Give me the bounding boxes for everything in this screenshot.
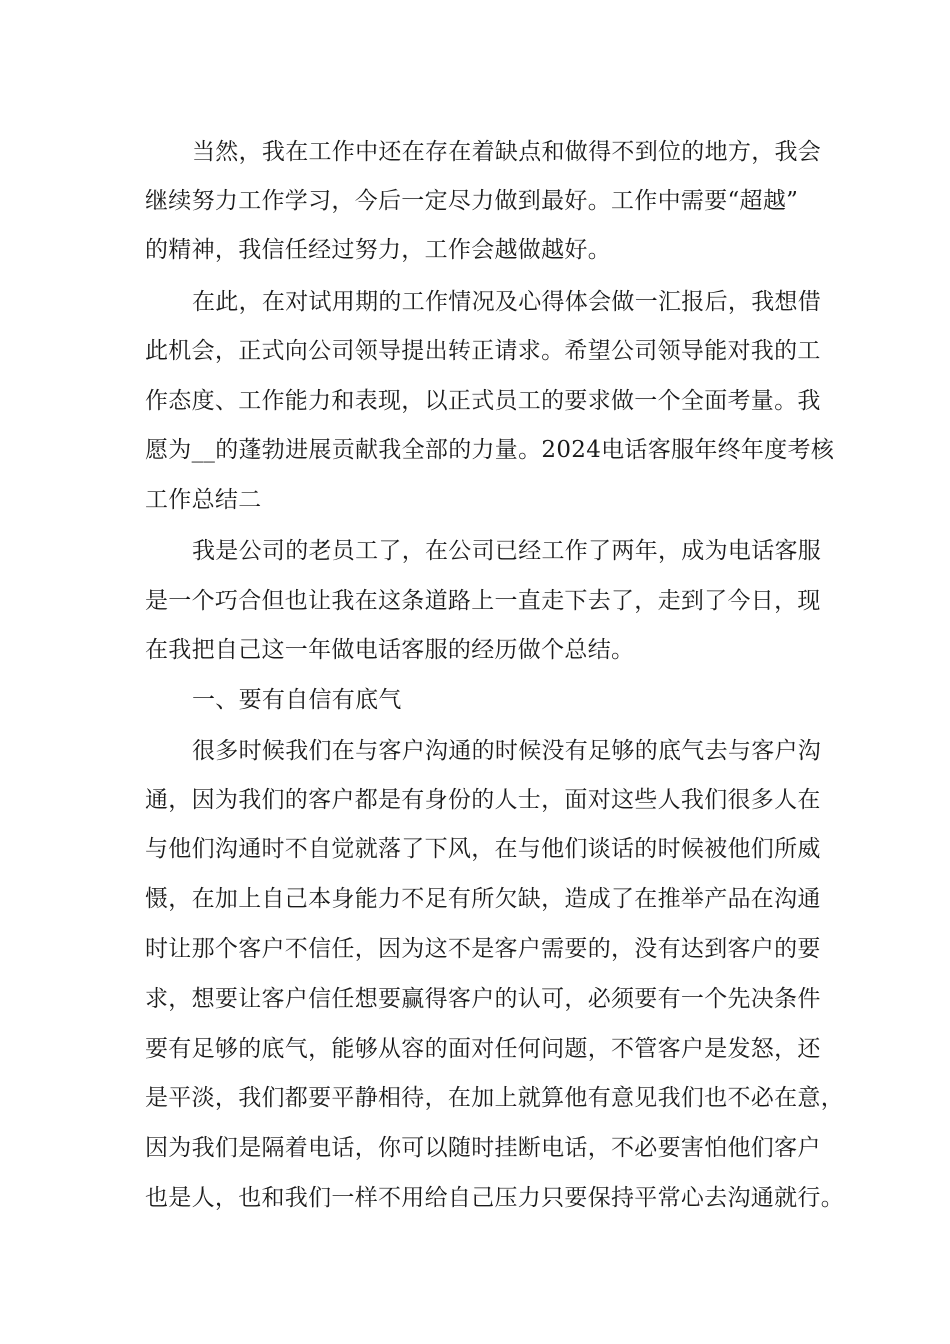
text-line: 工作总结二 [145,487,262,513]
text-line: 也是人，也和我们一样不用给自己压力只要保持平常心去沟通就行。 [145,1185,844,1211]
text-line: 我是公司的老员工了，在公司已经工作了两年，成为电话客服 [192,538,822,564]
text-line: 在此，在对试用期的工作情况及心得体会做一汇报后，我想借 [192,289,822,315]
text-line: 要有足够的底气，能够从容的面对任何问题，不管客户是发怒，还 [145,1036,821,1062]
text-line: 与他们沟通时不自觉就落了下风，在与他们谈话的时候被他们所威 [145,836,821,862]
text-line: 在我把自己这一年做电话客服的经历做个总结。 [145,637,635,663]
text-line: 很多时候我们在与客户沟通的时候没有足够的底气去与客户沟 [192,738,822,764]
text-line: 时让那个客户不信任，因为这不是客户需要的，没有达到客户的要 [145,936,821,962]
text-line: 慑，在加上自己本身能力不足有所欠缺，造成了在推举产品在沟通 [145,886,821,912]
text-line: 作态度、工作能力和表现，以正式员工的要求做一个全面考量。我 [145,388,821,414]
text-line: 是平淡，我们都要平静相待，在加上就算他有意见我们也不必在意， [145,1085,844,1111]
text-line: 是一个巧合但也让我在这条道路上一直走下去了，走到了今日，现 [145,588,821,614]
text-line: 通，因为我们的客户都是有身份的人士，面对这些人我们很多人在 [145,787,821,813]
text-line: 此机会，正式向公司领导提出转正请求。希望公司领导能对我的工 [145,338,821,364]
text-line: 当然，我在工作中还在存在着缺点和做得不到位的地方，我会 [192,139,822,165]
text-line: 求，想要让客户信任想要赢得客户的认可，必须要有一个先决条件 [145,986,821,1012]
text-line: 继续努力工作学习，今后一定尽力做到最好。工作中需要“超越” [145,188,799,214]
text-line: 因为我们是隔着电话，你可以随时挂断电话，不必要害怕他们客户 [145,1135,821,1161]
text-line: 的精神，我信任经过努力，工作会越做越好。 [145,237,611,263]
section-heading: 一、要有自信有底气 [192,687,402,713]
text-line: 愿为__的蓬勃进展贡献我全部的力量。2024电话客服年终年度考核 [145,437,835,463]
